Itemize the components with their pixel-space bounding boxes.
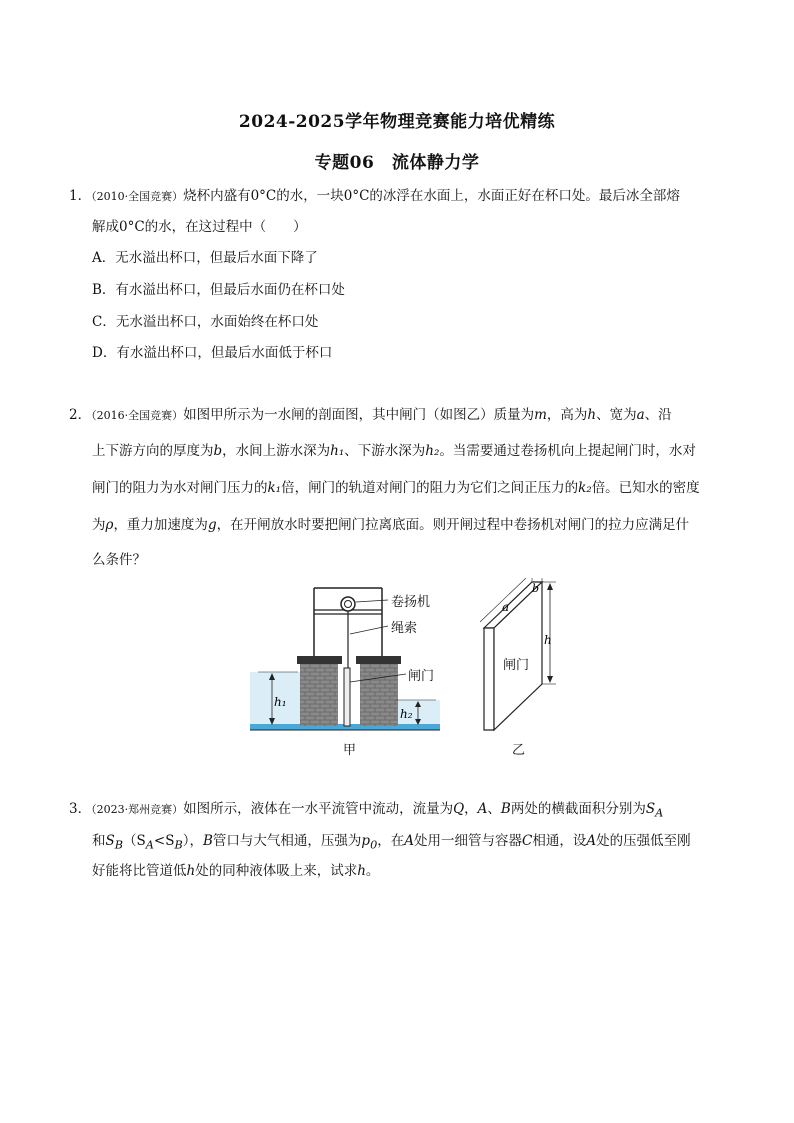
left-wall-cap bbox=[297, 656, 342, 664]
q3-text: A bbox=[145, 838, 154, 852]
q3-text: 处的压强低至刚 bbox=[596, 833, 691, 849]
right-wall-cap bbox=[356, 656, 401, 664]
q1-source: （2010·全国竞赛） bbox=[91, 190, 184, 203]
var-rho: ρ bbox=[105, 517, 114, 533]
h2-label: h₂ bbox=[400, 707, 413, 721]
q2-source: （2016·全国竞赛） bbox=[91, 409, 184, 422]
h1-label: h₁ bbox=[274, 695, 287, 709]
gate-label: 闸门 bbox=[408, 669, 435, 684]
var-p0: p bbox=[361, 833, 371, 849]
h-label: h bbox=[544, 633, 552, 647]
var-A: A bbox=[404, 833, 414, 849]
q1-text-1: 烧杯内盛有0°C的水，一块0°C的冰浮在水面上，水面正好在杯口处。最后冰全部熔 bbox=[183, 188, 680, 204]
figure-jia-caption: 甲 bbox=[343, 743, 357, 758]
var-b: b bbox=[213, 443, 223, 459]
q1-option-c: C．无水溢出杯口，水面始终在杯口处 bbox=[92, 314, 319, 330]
b-label: b bbox=[532, 582, 540, 595]
section-title: 专题06 流体静力学 bbox=[314, 153, 480, 173]
q3-text: 相通，设 bbox=[532, 833, 587, 849]
q2-text: ，水间上游水深为 bbox=[222, 443, 331, 459]
left-wall bbox=[300, 664, 338, 726]
q2-text: 。当需要通过卷扬机向上提起闸门时，水对 bbox=[439, 443, 696, 459]
var-p0-sub: 0 bbox=[370, 838, 378, 852]
q3-text: <S bbox=[153, 833, 175, 849]
var-h1: h₁ bbox=[330, 443, 345, 459]
var-h: h bbox=[357, 863, 366, 879]
var-m: m bbox=[534, 407, 547, 423]
gate bbox=[344, 668, 350, 726]
q2-text: ，高为 bbox=[546, 407, 588, 423]
q3-text: 、 bbox=[487, 801, 501, 817]
q3-text: 如图所示，液体在一水平流管中流动，流量为 bbox=[183, 801, 454, 817]
q3-text: 管口与大气相通，压强为 bbox=[212, 833, 362, 849]
figure-yi-caption: 乙 bbox=[512, 743, 526, 758]
rope-label: 绳索 bbox=[391, 621, 418, 636]
q2-text: 、沿 bbox=[644, 407, 672, 423]
q3-text: 处的同种液体吸上来，试求 bbox=[195, 863, 358, 879]
var-SA-sub: A bbox=[655, 806, 664, 820]
q1-option-b: B．有水溢出杯口，但最后水面仍在杯口处 bbox=[92, 282, 345, 298]
var-B: B bbox=[203, 833, 213, 849]
q2-text: ，重力加速度为 bbox=[113, 517, 208, 533]
q2-line3 bbox=[92, 479, 700, 497]
q3-line3 bbox=[92, 862, 379, 880]
q1-line2: 解成0°C的水，在这过程中（ ） bbox=[92, 219, 307, 235]
var-SB: S bbox=[105, 833, 115, 849]
q2-line5: 么条件？ bbox=[92, 552, 146, 568]
q2-text: 倍。已知水的密度 bbox=[591, 480, 700, 496]
q2-line1 bbox=[69, 406, 672, 425]
q2-text: 为 bbox=[92, 517, 106, 533]
q2-text: 闸门的阻力为水对闸门压力的 bbox=[92, 480, 268, 496]
q3-text: B bbox=[174, 838, 183, 852]
q3-text: （S bbox=[123, 833, 146, 849]
q3-text: 两处的横截面积分别为 bbox=[510, 801, 646, 817]
q3-text: ）， bbox=[182, 833, 203, 849]
q2-text: 上下游方向的厚度为 bbox=[92, 443, 214, 459]
var-h2: h₂ bbox=[425, 443, 440, 459]
a-label: a bbox=[502, 600, 510, 614]
q2-text: 倍，闸门的轨道对闸门的阻力为它们之间正压力的 bbox=[281, 480, 579, 496]
var-SB-sub: B bbox=[114, 838, 124, 852]
q2-text: 如图甲所示为一水闸的剖面图，其中闸门（如图乙）质量为 bbox=[183, 407, 535, 423]
q1-option-a: A．无水溢出杯口，但最后水面下降了 bbox=[92, 250, 318, 266]
var-SA: S bbox=[645, 801, 656, 817]
winch-label: 卷扬机 bbox=[391, 595, 431, 610]
q3-text: ，在 bbox=[377, 833, 405, 849]
var-a: a bbox=[636, 407, 645, 423]
q3-text: 。 bbox=[365, 863, 380, 879]
var-k1: k₁ bbox=[267, 480, 282, 496]
q1-number: 1． bbox=[69, 188, 92, 204]
q1-option-d: D．有水溢出杯口，但最后水面低于杯口 bbox=[92, 345, 333, 361]
q2-text: 、下游水深为 bbox=[344, 443, 426, 459]
q3-number: 3． bbox=[69, 801, 92, 817]
q3-line2 bbox=[92, 832, 691, 855]
q3-text: 好能将比管道低 bbox=[92, 863, 187, 879]
document-title: 2024-2025学年物理竞赛能力培优精练 bbox=[238, 112, 556, 132]
q3-text: 和 bbox=[92, 833, 106, 849]
var-h: h bbox=[587, 407, 597, 423]
gate-yi-label: 闸门 bbox=[503, 658, 530, 673]
q3-source: （2023·郑州竞赛） bbox=[91, 803, 184, 816]
right-wall bbox=[360, 664, 398, 726]
q3-line1 bbox=[69, 800, 663, 823]
q3-text: ， bbox=[464, 801, 478, 817]
var-h: h bbox=[186, 863, 196, 879]
q3-text: 处用一细管与容器 bbox=[414, 833, 522, 849]
var-A: A bbox=[586, 833, 597, 849]
var-A: A bbox=[477, 801, 488, 817]
q2-line4 bbox=[92, 516, 689, 534]
q2-text: ，在开闸放水时要把闸门拉离底面。则开闸过程中卷扬机对闸门的拉力应满足什 bbox=[216, 517, 690, 533]
var-g: g bbox=[207, 517, 217, 533]
q1-line1 bbox=[69, 187, 680, 206]
var-k2: k₂ bbox=[578, 480, 592, 496]
q2-number: 2． bbox=[69, 407, 92, 423]
q2-text: 、宽为 bbox=[596, 407, 637, 423]
var-B: B bbox=[500, 801, 511, 817]
var-C: C bbox=[522, 833, 533, 849]
q2-line2 bbox=[92, 442, 696, 460]
var-Q: Q bbox=[453, 801, 465, 817]
